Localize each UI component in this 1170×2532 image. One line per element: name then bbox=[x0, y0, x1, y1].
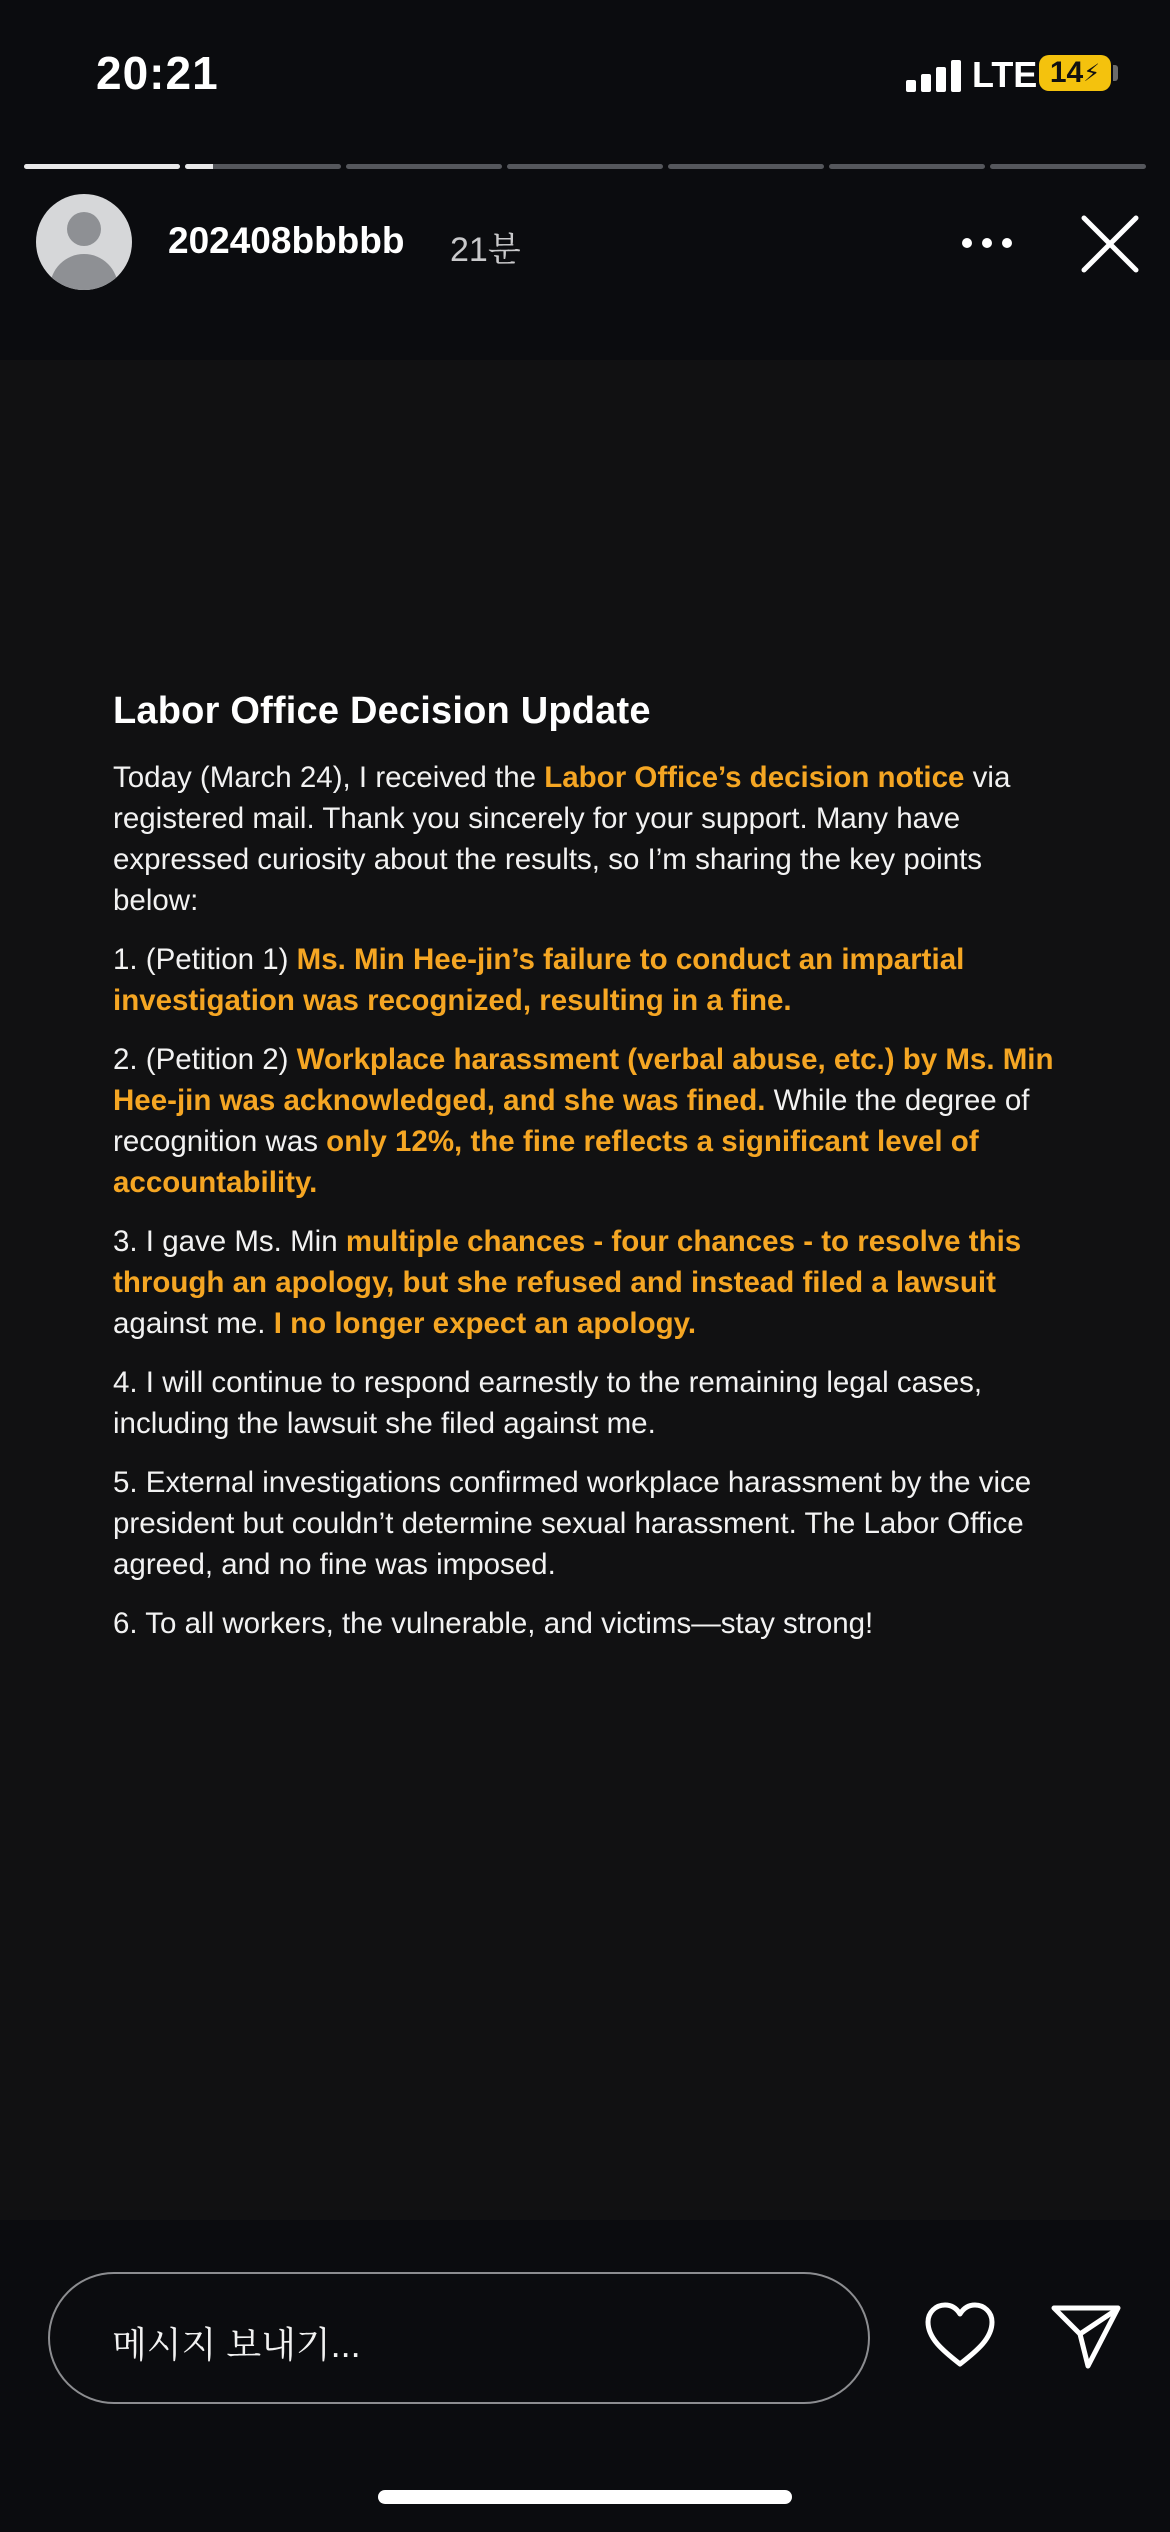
username[interactable]: 202408bbbbb bbox=[168, 220, 405, 261]
message-placeholder: 메시지 보내기... bbox=[112, 2324, 361, 2365]
progress-segment-fill bbox=[185, 164, 213, 169]
body-text: 1. (Petition 1) bbox=[113, 943, 297, 976]
highlighted-text: only 12%, the fine reflects a significant level of accountability. bbox=[113, 1125, 979, 1199]
progress-segment bbox=[668, 164, 824, 169]
post-time: 21분 bbox=[450, 231, 521, 269]
body-text: via registered mail. Thank you sincerely for your support. Many have expressed curiosity about the results, so I’m sharing the key points below: bbox=[113, 761, 1011, 917]
message-input[interactable] bbox=[48, 2272, 870, 2404]
heart-icon[interactable] bbox=[922, 2300, 998, 2372]
body-text: Today (March 24), I received the bbox=[113, 761, 545, 794]
progress-segment-fill bbox=[24, 164, 180, 169]
home-indicator bbox=[378, 2490, 792, 2504]
story-text-card bbox=[113, 690, 1073, 1662]
battery-level: 14 bbox=[1049, 56, 1084, 89]
status-bar bbox=[0, 0, 1170, 150]
more-options-icon[interactable] bbox=[962, 238, 1014, 250]
progress-segment bbox=[507, 164, 663, 169]
avatar[interactable] bbox=[36, 194, 132, 290]
progress-segment bbox=[185, 164, 341, 169]
progress-segment bbox=[24, 164, 180, 169]
battery-cap bbox=[1113, 65, 1118, 81]
progress-segment bbox=[829, 164, 985, 169]
close-icon[interactable] bbox=[1078, 212, 1142, 276]
progress-segment bbox=[990, 164, 1146, 169]
highlighted-text: I no longer expect an apology. bbox=[273, 1307, 697, 1340]
progress-segment bbox=[346, 164, 502, 169]
story-progress-bar bbox=[24, 164, 1146, 169]
body-text: While the degree of recognition was bbox=[113, 1084, 1030, 1158]
network-type: LTE bbox=[972, 54, 1038, 95]
story-paragraph bbox=[113, 1221, 1073, 1344]
body-text: 2. (Petition 2) bbox=[113, 1043, 297, 1076]
story-title: Labor Office Decision Update bbox=[113, 690, 651, 732]
story-paragraph bbox=[113, 757, 1073, 921]
story-content[interactable] bbox=[0, 360, 1170, 2220]
status-time: 20:21 bbox=[96, 47, 219, 99]
highlighted-text: multiple chances - four chances - to resolve this through an apology, but she refused and instead filed a lawsuit bbox=[113, 1225, 1022, 1299]
story-paragraph bbox=[113, 1362, 1073, 1444]
body-text: 6. To all workers, the vulnerable, and victims—stay strong! bbox=[113, 1607, 874, 1640]
body-text: against me. bbox=[113, 1307, 274, 1340]
story-paragraphs bbox=[113, 757, 1073, 1644]
avatar-body bbox=[50, 254, 118, 290]
highlighted-text: Ms. Min Hee-jin’s failure to conduct an impartial investigation was recognized, resulting in a fine. bbox=[113, 943, 965, 1017]
avatar-head bbox=[67, 212, 101, 246]
story-paragraph bbox=[113, 1039, 1073, 1203]
body-text: 5. External investigations confirmed workplace harassment by the vice president but couldn’t determine sexual harassment. The Labor Office agreed, and no fine was imposed. bbox=[113, 1466, 1032, 1581]
highlighted-text: Workplace harassment (verbal abuse, etc.) by Ms. Min Hee-jin was acknowledged, and she was fined. bbox=[113, 1043, 1054, 1117]
story-paragraph bbox=[113, 1462, 1073, 1585]
body-text: 4. I will continue to respond earnestly to the remaining legal cases, including the lawsuit she filed against me. bbox=[113, 1366, 983, 1440]
story-paragraph bbox=[113, 1603, 1073, 1644]
cellular-signal-icon bbox=[906, 58, 962, 92]
body-text: 3. I gave Ms. Min bbox=[113, 1225, 346, 1258]
battery-icon: 14 ⚡ bbox=[1039, 55, 1111, 91]
highlighted-text: Labor Office’s decision notice bbox=[544, 761, 965, 794]
send-icon[interactable] bbox=[1050, 2300, 1122, 2372]
story-paragraph bbox=[113, 939, 1073, 1021]
